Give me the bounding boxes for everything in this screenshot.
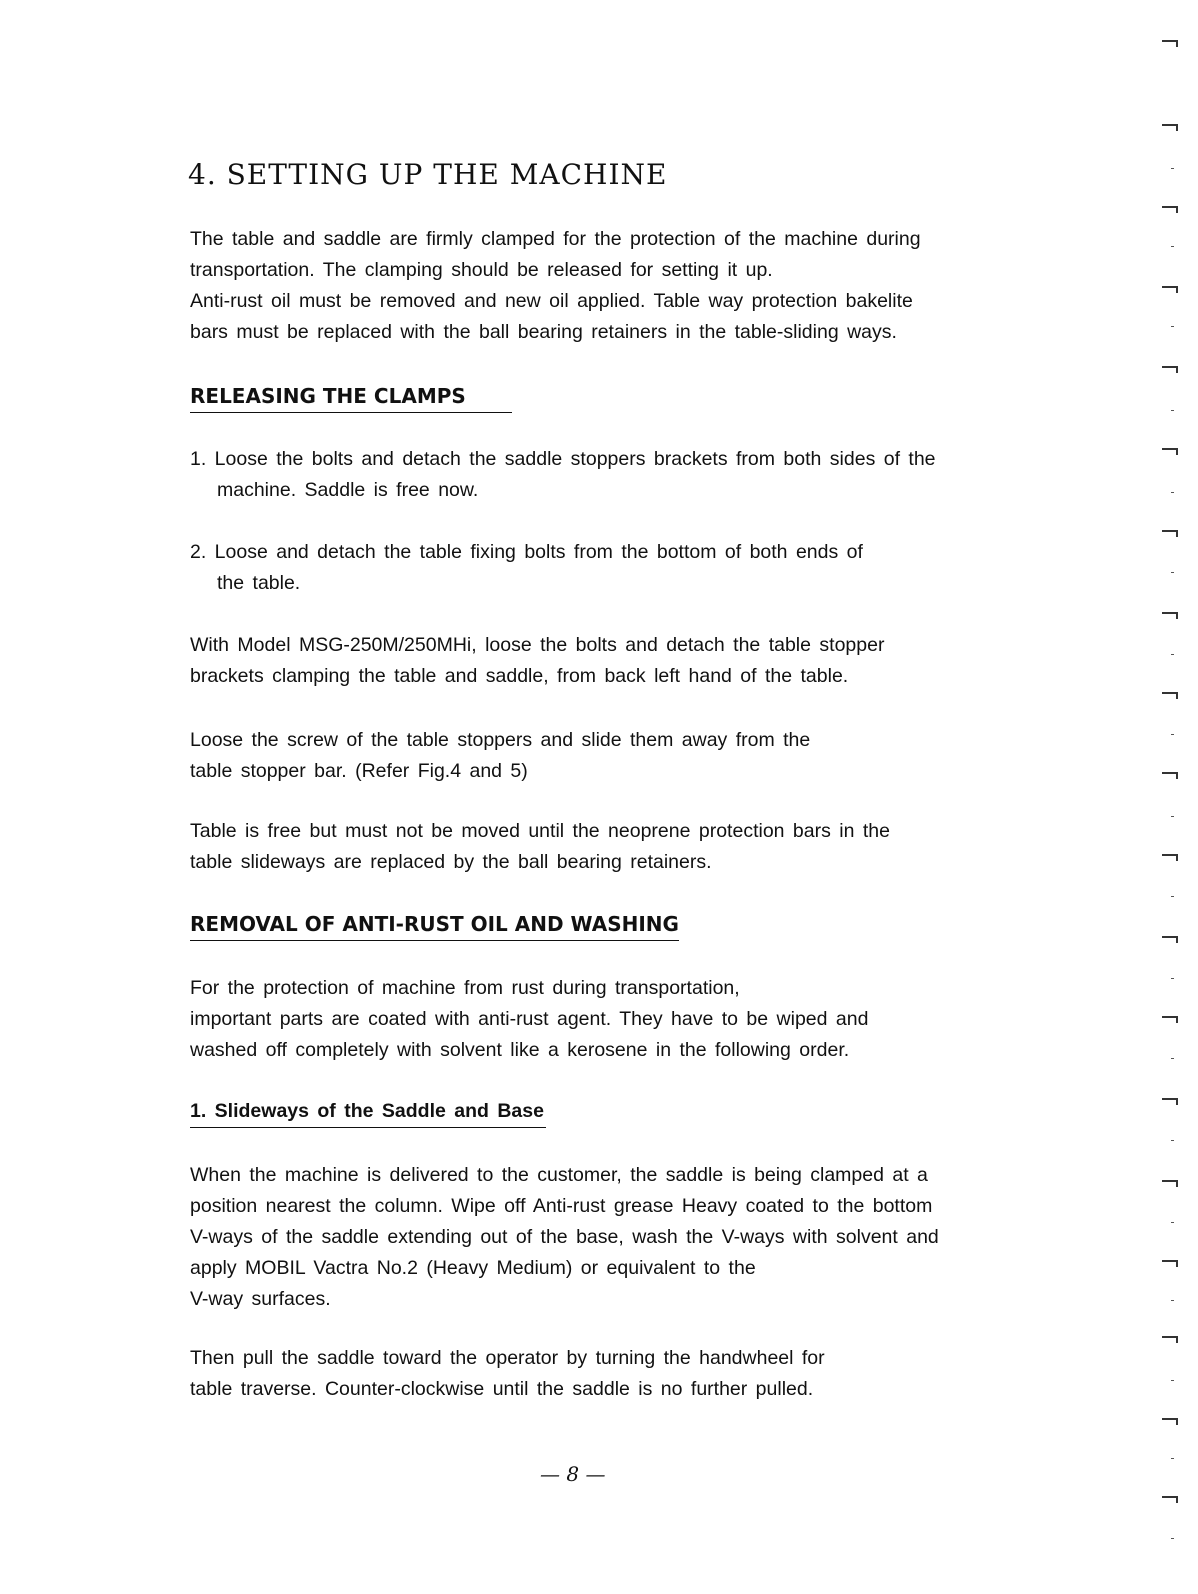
intro-paragraph: [190, 224, 921, 348]
paragraph-model-msg: [190, 630, 884, 692]
paragraph-line: V-way surfaces.: [190, 1288, 331, 1310]
binding-tick: [1171, 1380, 1174, 1381]
paragraph-line: apply MOBIL Vactra No.2 (Heavy Medium) or equivalent to the: [190, 1257, 756, 1279]
binding-mark: [1162, 692, 1178, 699]
binding-mark: [1162, 1180, 1178, 1187]
intro-line: transportation. The clamping should be released for setting it up.: [190, 259, 773, 281]
paragraph-line: table slideways are replaced by the ball bearing retainers.: [190, 851, 712, 873]
binding-mark: [1162, 286, 1178, 293]
binding-tick: [1171, 1140, 1174, 1141]
section-heading-releasing-clamps: RELEASING THE CLAMPS: [190, 384, 512, 413]
binding-tick: [1171, 654, 1174, 655]
binding-mark: [1162, 854, 1178, 861]
binding-tick: [1171, 326, 1174, 327]
paragraph-line: table stopper bar. (Refer Fig.4 and 5): [190, 760, 528, 782]
binding-mark: [1162, 1260, 1178, 1267]
paragraph-table-stoppers: [190, 725, 810, 787]
binding-mark: [1162, 1336, 1178, 1343]
intro-line: The table and saddle are firmly clamped for the protection of the machine during: [190, 228, 921, 250]
binding-tick: [1171, 410, 1174, 411]
paragraph-line: table traverse. Counter-clockwise until the saddle is no further pulled.: [190, 1378, 814, 1400]
binding-tick: [1171, 492, 1174, 493]
paragraph-line: With Model MSG-250M/250MHi, loose the bolts and detach the table stopper: [190, 634, 885, 656]
intro-line: Anti-rust oil must be removed and new oil applied. Table way protection bakelite: [190, 290, 913, 312]
paragraph-line: position nearest the column. Wipe off Anti-rust grease Heavy coated to the bottom: [190, 1195, 933, 1217]
paragraph-pull-saddle: [190, 1343, 825, 1405]
list-item-2: [190, 537, 863, 599]
binding-tick: [1171, 1222, 1174, 1223]
binding-tick: [1171, 896, 1174, 897]
binding-tick: [1171, 816, 1174, 817]
binding-mark: [1162, 1098, 1178, 1105]
list-item-line: 1. Loose the bolts and detach the saddle stoppers brackets from both sides of the: [190, 448, 936, 470]
binding-mark: [1162, 366, 1178, 373]
paragraph-line: When the machine is delivered to the customer, the saddle is being clamped at a: [190, 1164, 928, 1186]
paragraph-line: brackets clamping the table and saddle, from back left hand of the table.: [190, 665, 849, 687]
binding-mark: [1162, 612, 1178, 619]
page-title: 4. SETTING UP THE MACHINE: [188, 158, 668, 191]
binding-mark: [1162, 1418, 1178, 1425]
list-item-line: the table.: [217, 572, 301, 594]
paragraph-line: Table is free but must not be moved until the neoprene protection bars in the: [190, 820, 890, 842]
binding-mark: [1162, 206, 1178, 213]
paragraph-line: washed off completely with solvent like a kerosene in the following order.: [190, 1039, 850, 1061]
paragraph-saddle-clamped: [190, 1160, 939, 1315]
paragraph-line: Loose the screw of the table stoppers and slide them away from the: [190, 729, 811, 751]
binding-mark: [1162, 124, 1178, 131]
list-item-line: 2. Loose and detach the table fixing bolts from the bottom of both ends of: [190, 541, 863, 563]
paragraph-line: V-ways of the saddle extending out of the base, wash the V-ways with solvent and: [190, 1226, 939, 1248]
paragraph-line: important parts are coated with anti-rust agent. They have to be wiped and: [190, 1008, 869, 1030]
binding-mark: [1162, 1496, 1178, 1503]
list-item-1: [190, 444, 936, 506]
paragraph-line: Then pull the saddle toward the operator by turning the handwheel for: [190, 1347, 825, 1369]
binding-tick: [1171, 1538, 1174, 1539]
paragraph-line: For the protection of machine from rust during transportation,: [190, 977, 740, 999]
binding-mark: [1162, 772, 1178, 779]
subheading-slideways: 1. Slideways of the Saddle and Base: [190, 1100, 546, 1128]
binding-mark: [1162, 448, 1178, 455]
binding-tick: [1171, 734, 1174, 735]
paragraph-rust-protection: [190, 973, 868, 1066]
paragraph-table-free: [190, 816, 890, 878]
page-number: — 8 —: [540, 1462, 606, 1486]
list-item-line: machine. Saddle is free now.: [217, 479, 479, 501]
binding-mark: [1162, 1016, 1178, 1023]
binding-tick: [1171, 572, 1174, 573]
binding-mark: [1162, 530, 1178, 537]
binding-tick: [1171, 168, 1174, 169]
section-heading-anti-rust: REMOVAL OF ANTI-RUST OIL AND WASHING: [190, 912, 679, 941]
binding-tick: [1171, 1458, 1174, 1459]
binding-tick: [1171, 978, 1174, 979]
binding-tick: [1171, 1300, 1174, 1301]
binding-mark: [1162, 936, 1178, 943]
binding-tick: [1171, 1058, 1174, 1059]
binding-tick: [1171, 246, 1174, 247]
intro-line: bars must be replaced with the ball bearing retainers in the table-sliding ways.: [190, 321, 897, 343]
binding-mark: [1162, 40, 1178, 47]
binding-margin-marks: [1158, 30, 1178, 1570]
